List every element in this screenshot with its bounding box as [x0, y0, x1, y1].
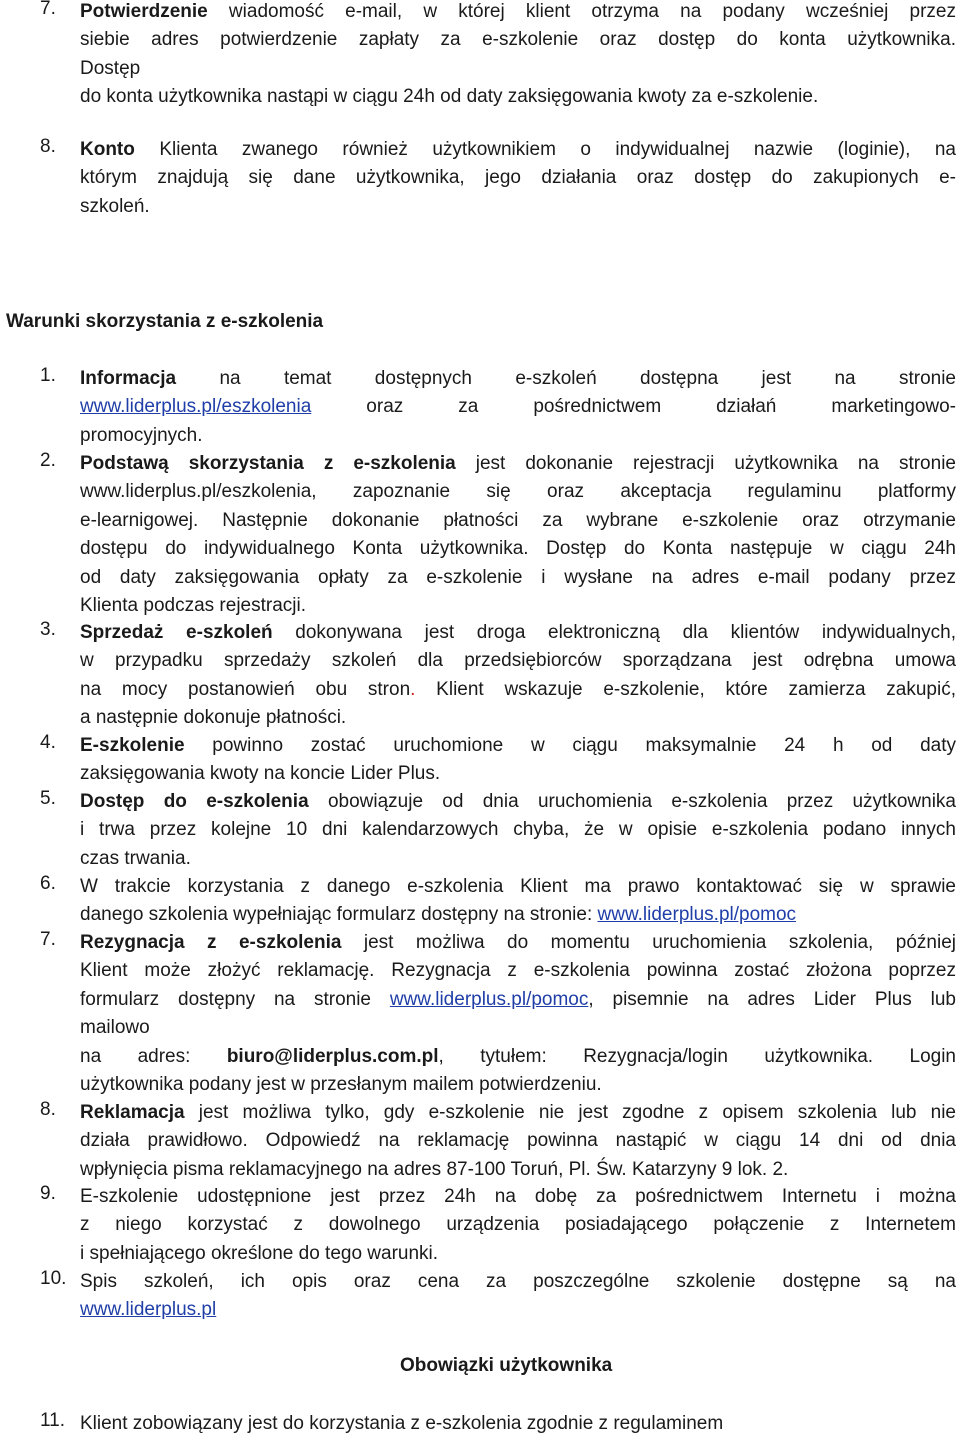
- text-line: [80, 1296, 956, 1324]
- item-body: [80, 619, 956, 733]
- item-number: 7.: [40, 0, 56, 19]
- text-line: [80, 873, 956, 901]
- text-line: [80, 1043, 956, 1071]
- text-line: [80, 1099, 956, 1127]
- item-body: [80, 788, 956, 873]
- item-number: 2.: [40, 450, 56, 471]
- item-number: 6.: [40, 873, 56, 894]
- line-text: oraz za pośrednictwem działań marketingowo-: [311, 396, 956, 418]
- text-line: [80, 1268, 956, 1296]
- line-text: mailowo: [80, 1017, 150, 1039]
- line-text: na temat dostępnych e-szkoleń dostępna jest na stronie: [176, 368, 956, 389]
- item-number: 4.: [40, 732, 56, 753]
- text-line: [80, 986, 956, 1014]
- highlighted-punctuation: .: [410, 678, 416, 700]
- text-line: [80, 901, 956, 929]
- text-line: [80, 450, 956, 478]
- bold-term: Sprzedaż e-szkoleń: [80, 622, 273, 643]
- text-line: [80, 1211, 956, 1239]
- line-text: i trwa przez kolejne 10 dni kalendarzowych chyba, że w opisie e-szkolenia podano innych: [80, 819, 956, 841]
- item-body: [80, 873, 956, 930]
- line-text: W trakcie korzystania z danego e-szkolenia Klient ma prawo kontaktować się w sprawie: [80, 876, 956, 897]
- line-text: szkoleń.: [80, 195, 150, 217]
- item-body: [80, 929, 956, 1099]
- text-line: [80, 393, 956, 421]
- item-number: 8.: [40, 136, 56, 157]
- bold-term: E-szkolenie: [80, 735, 185, 756]
- item-number: 3.: [40, 619, 56, 640]
- bold-term: Reklamacja: [80, 1102, 185, 1123]
- line-text: i spełniającego określone do tego warunki.: [80, 1242, 439, 1264]
- line-text: jest możliwa tylko, gdy e-szkolenie nie jest zgodne z opisem szkolenia lub nie: [184, 1102, 956, 1123]
- line-text: działa prawidłowo. Odpowiedź na reklamację powinna nastąpić w ciągu 14 dni od dnia: [80, 1130, 956, 1152]
- line-text: użytkownika podany jest w przesłanym mailem potwierdzeniu.: [80, 1073, 602, 1095]
- text-line: [80, 1240, 956, 1268]
- item-number: 7.: [40, 929, 56, 950]
- item-number: 11.: [40, 1410, 66, 1431]
- text-line: [80, 1156, 956, 1184]
- item-number: 8.: [40, 1099, 56, 1120]
- text-line: [80, 592, 956, 620]
- bold-term: Informacja: [80, 368, 177, 389]
- line-text: www.liderplus.pl/eszkolenia, zapoznanie się oraz akceptacja regulaminu platformy: [80, 481, 956, 503]
- line-text: wpłynięcia pisma reklamacyjnego na adres 87-100 Toruń, Pl. Św. Katarzyny 9 lok. 2.: [80, 1158, 789, 1180]
- text-line: [80, 1071, 956, 1099]
- item-body: [80, 1410, 956, 1438]
- item-number: 10.: [40, 1268, 67, 1289]
- text-line: [80, 845, 956, 873]
- line-text: Klienta zwanego również użytkownikiem o indywidualnej nazwie (loginie), na: [134, 139, 956, 160]
- line-text: promocyjnych.: [80, 424, 203, 446]
- line-text: formularz dostępny na stronie: [80, 988, 390, 1010]
- bold-term: Dostęp do e-szkolenia: [80, 791, 309, 812]
- line-text: dokonywana jest droga elektroniczną dla klientów indywidualnych,: [272, 622, 956, 643]
- text-line: [80, 55, 956, 83]
- text-line: [80, 1127, 956, 1155]
- line-text: Dostęp: [80, 57, 141, 79]
- line-text: e-learnigowej. Następnie dokonanie płatności za wybrane e-szkolenie oraz otrzymanie: [80, 509, 956, 531]
- item-body: [80, 1268, 956, 1325]
- text-line: [80, 535, 956, 563]
- bold-term: Rezygnacja z e-szkolenia: [80, 932, 342, 953]
- line-text: od daty zaksięgowania opłaty za e-szkolenie i wysłane na adres e-mail podany przez: [80, 566, 956, 588]
- text-line: [80, 760, 956, 788]
- line-text: Klienta podczas rejestracji.: [80, 594, 306, 616]
- text-line: [80, 136, 956, 164]
- item-body: [80, 136, 956, 221]
- item-body: [80, 732, 956, 789]
- text-line: [80, 929, 956, 957]
- line-text: wiadomość e-mail, w której klient otrzyma na podany wcześniej przez: [207, 1, 956, 22]
- text-line: [80, 732, 956, 760]
- text-line: [80, 619, 956, 647]
- text-line: [80, 422, 956, 450]
- item-body: [80, 1099, 956, 1184]
- line-text: , pisemnie na adres Lider Plus lub: [588, 988, 956, 1010]
- line-text: Klient może złożyć reklamację. Rezygnacja z e-szkolenia powinna zostać złożona poprzez: [80, 960, 956, 982]
- text-line: [80, 365, 956, 393]
- text-line: [80, 816, 956, 844]
- line-text: Spis szkoleń, ich opis oraz cena za poszczególne szkolenie dostępne są na: [80, 1271, 956, 1292]
- line-text: obowiązuje od dnia uruchomienia e-szkolenia przez użytkownika: [308, 791, 956, 812]
- text-line: [80, 1410, 956, 1438]
- text-line: [80, 676, 956, 704]
- link[interactable]: www.liderplus.pl/pomoc: [597, 904, 797, 926]
- text-line: [80, 1014, 956, 1042]
- line-text: którym znajdują się dane użytkownika, jego działania oraz dostęp do zakupionych e-: [80, 167, 956, 189]
- text-line: [80, 26, 956, 54]
- text-line: [80, 564, 956, 592]
- line-text: Klient zobowiązany jest do korzystania z e-szkolenia zgodnie z regulaminem: [80, 1413, 724, 1434]
- line-text: czas trwania.: [80, 847, 191, 869]
- line-text: danego szkolenia wypełniając formularz dostępny na stronie:: [80, 904, 598, 926]
- item-body: [80, 365, 956, 450]
- line-text: na mocy postanowień obu stron: [80, 678, 411, 700]
- link[interactable]: www.liderplus.pl/pomoc: [389, 988, 589, 1010]
- section-heading: Warunki skorzystania z e-szkolenia: [6, 311, 324, 332]
- text-line: [80, 647, 956, 675]
- line-text: Klient wskazuje e-szkolenie, które zamierza zakupić,: [415, 678, 956, 700]
- obligations-heading: Obowiązki użytkownika: [400, 1355, 613, 1376]
- line-text: jest dokonanie rejestracji użytkownika na stronie: [455, 453, 956, 474]
- line-text: w przypadku sprzedaży szkoleń dla przedsiębiorców sporządzana jest odrębna umowa: [80, 650, 956, 672]
- text-line: [80, 83, 956, 111]
- line-text: E-szkolenie udostępnione jest przez 24h na dobę za pośrednictwem Internetu i można: [80, 1186, 956, 1207]
- text-line: [80, 164, 956, 192]
- text-line: [80, 0, 956, 26]
- line-text: jest możliwa do momentu uruchomienia szkolenia, później: [341, 932, 956, 953]
- line-text: powinno zostać uruchomione w ciągu maksymalnie 24 h od daty: [184, 735, 956, 756]
- item-number: 1.: [40, 365, 56, 386]
- text-line: [80, 788, 956, 816]
- item-body: [80, 450, 956, 620]
- link[interactable]: www.liderplus.pl/eszkolenia: [80, 396, 312, 418]
- line-text: do konta użytkownika nastąpi w ciągu 24h od daty zaksięgowania kwoty za e-szkolenie.: [80, 86, 819, 108]
- item-number: 5.: [40, 788, 56, 809]
- item-body: [80, 1183, 956, 1268]
- text-line: [80, 193, 956, 221]
- line-text: siebie adres potwierdzenie zapłaty za e-szkolenie oraz dostęp do konta użytkownika.: [80, 29, 956, 51]
- line-text: z niego korzystać z dowolnego urządzenia posiadającego połączenie z Internetem: [80, 1214, 956, 1236]
- text-line: [80, 1183, 956, 1211]
- line-text: zaksięgowania kwoty na koncie Lider Plus.: [80, 763, 441, 785]
- item-body: [80, 0, 956, 112]
- email-address: biuro@liderplus.com.pl: [226, 1045, 439, 1067]
- text-line: [80, 704, 956, 732]
- text-line: [80, 478, 956, 506]
- link[interactable]: www.liderplus.pl: [80, 1299, 217, 1321]
- line-text: , tytułem: Rezygnacja/login użytkownika. Login: [438, 1045, 957, 1067]
- item-number: 9.: [40, 1183, 56, 1204]
- line-text: a następnie dokonuje płatności.: [80, 707, 347, 729]
- text-line: [80, 507, 956, 535]
- bold-term: Potwierdzenie: [80, 1, 208, 22]
- line-text: na adres:: [80, 1045, 227, 1067]
- text-line: [80, 957, 956, 985]
- bold-term: Podstawą skorzystania z e-szkolenia: [80, 453, 456, 474]
- bold-term: Konto: [80, 139, 135, 160]
- line-text: dostępu do indywidualnego Konta użytkownika. Dostęp do Konta następuje w ciągu 24h: [80, 538, 956, 560]
